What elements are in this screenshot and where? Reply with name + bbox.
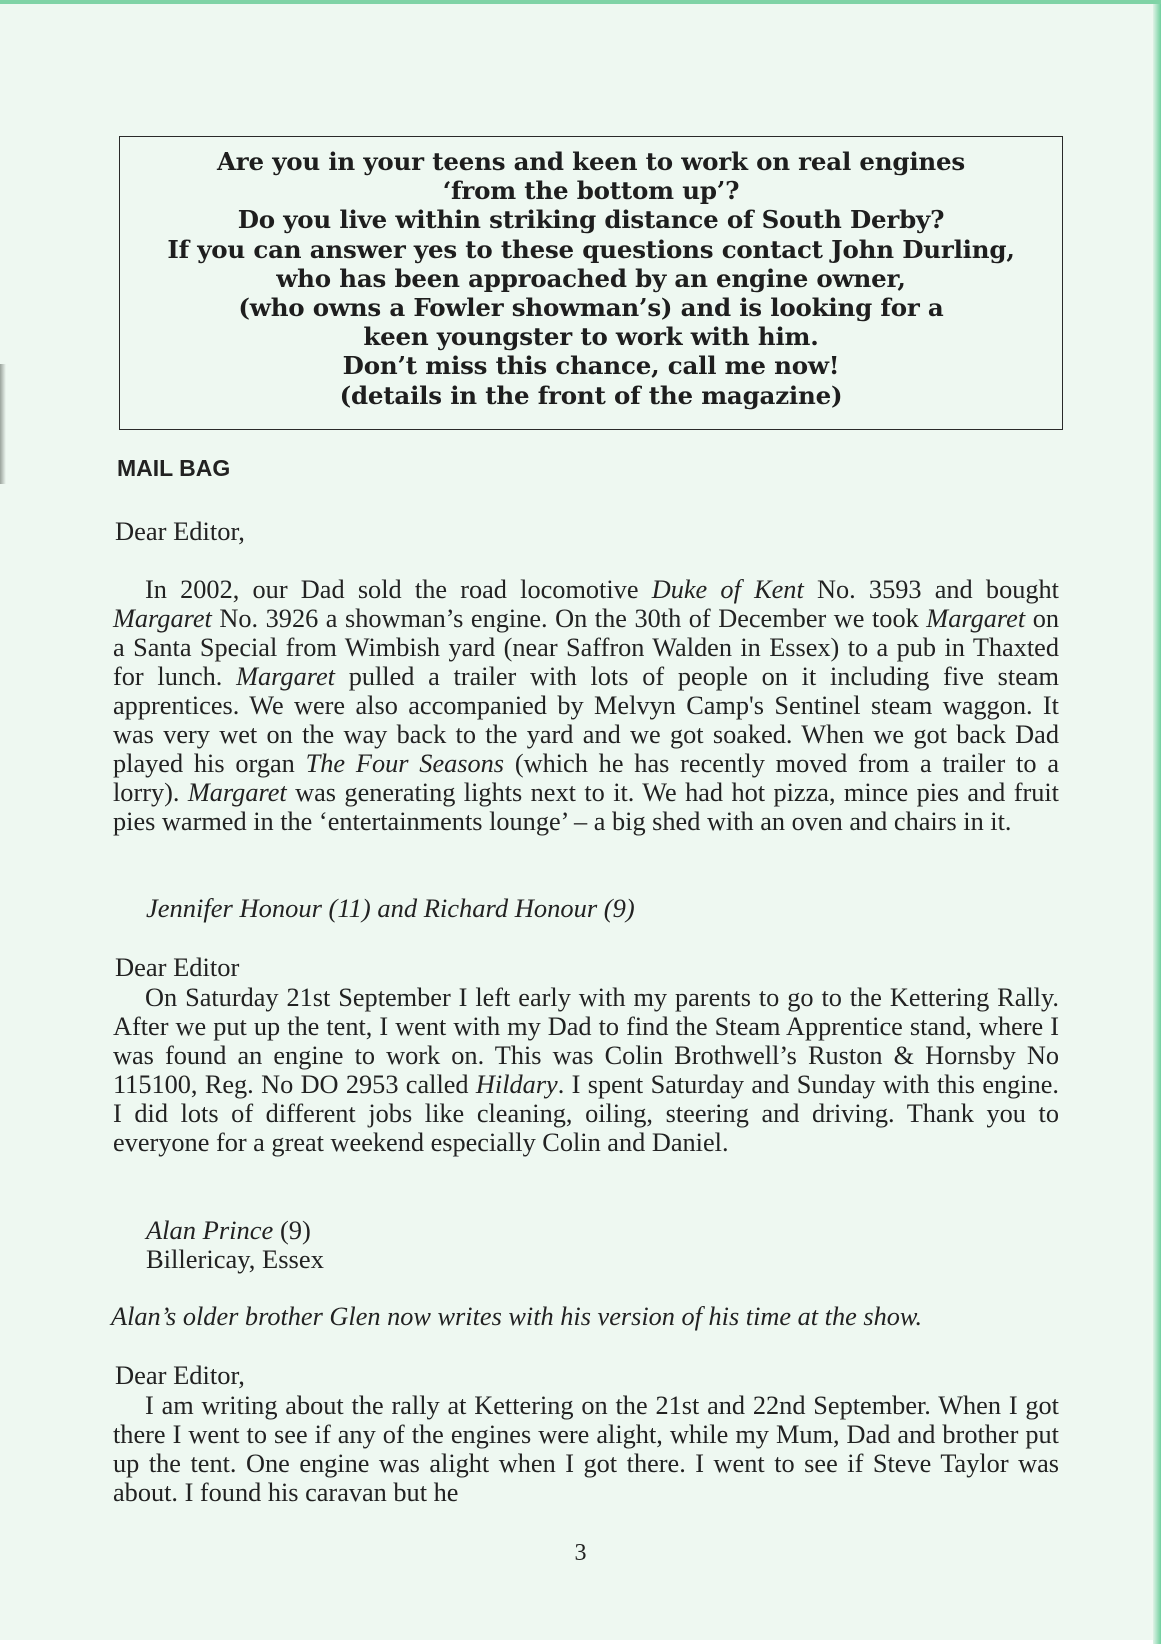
page-shadow [0,364,6,484]
notice-line: (who owns a Fowler showman’s) and is looking for a [238,293,944,323]
letter2-place: Billericay, Essex [146,1244,324,1274]
letter1-body: In 2002, our Dad sold the road locomotive Duke of Kent No. 3593 and bought Margaret No. 3926 a showman’s engine. On the 30th of December we took Margaret on a Santa Special from Wimbish yard (near Saffron Walden in Essex) to a pub in Thaxted for lunch. Margaret pulled a trailer with lots of people on it including five steam apprentices. We were also accompanied by Melvyn Camp's Sentinel steam waggon. It was very wet on the way back to the yard and we got soaked. When we got back Dad played his organ The Four Seasons (which he has recently moved from a trailer to a lorry). Margaret was generating lights next to it. We had hot pizza, mince pies and fruit pies warmed in the ‘entertainments lounge’ – a big shed with an oven and chairs in it. [113,575,1060,836]
notice-line: (details in the front of the magazine) [339,380,843,410]
notice-box [119,136,1063,430]
page-edge [1153,4,1161,1644]
letter2-salutation: Dear Editor [115,952,240,982]
notice-line: If you can answer yes to these questions contact John Durling, [167,234,1015,264]
letter1-salutation: Dear Editor, [115,516,245,546]
notice-line: Don’t miss this chance, call me now! [342,351,840,381]
letter1-signature: Jennifer Honour (11) and Richard Honour (9) [146,893,635,923]
letter2-body: On Saturday 21st September I left early with my parents to go to the Kettering Rally. After we put up the tent, I went with my Dad to find the Steam Apprentice stand, where I was found an engine to work on. This was Colin Brothwell’s Ruston & Hornsby No 115100, Reg. No DO 2953 called Hildary. I spent Saturday and Sunday with this engine. I did lots of different jobs like cleaning, oiling, steering and driving. Thank you to everyone for a great weekend especially Colin and Daniel. [113,983,1059,1157]
section-heading: MAIL BAG [117,455,231,481]
notice-line: Do you live within striking distance of South Derby? [237,205,945,235]
editor-note: Alan’s older brother Glen now writes with his version of his time at the show. [111,1302,923,1331]
letter3-salutation: Dear Editor, [115,1360,245,1390]
notice-line: keen youngster to work with him. [363,322,819,352]
notice-line: Are you in your teens and keen to work on real engines [216,147,966,176]
page-number: 3 [574,1540,587,1566]
letter3-body: I am writing about the rally at Kettering on the 21st and 22nd September. When I got there I went to see if any of the engines were alight, while my Mum, Dad and brother put up the tent. One engine was alight when I got there. I went to see if Steve Taylor was about. I found his caravan but he [113,1391,1059,1507]
notice-line: ‘from the bottom up’? [442,176,740,206]
letter2-signature: Alan Prince (9) [146,1215,311,1245]
notice-line: who has been approached by an engine owner, [276,263,906,293]
